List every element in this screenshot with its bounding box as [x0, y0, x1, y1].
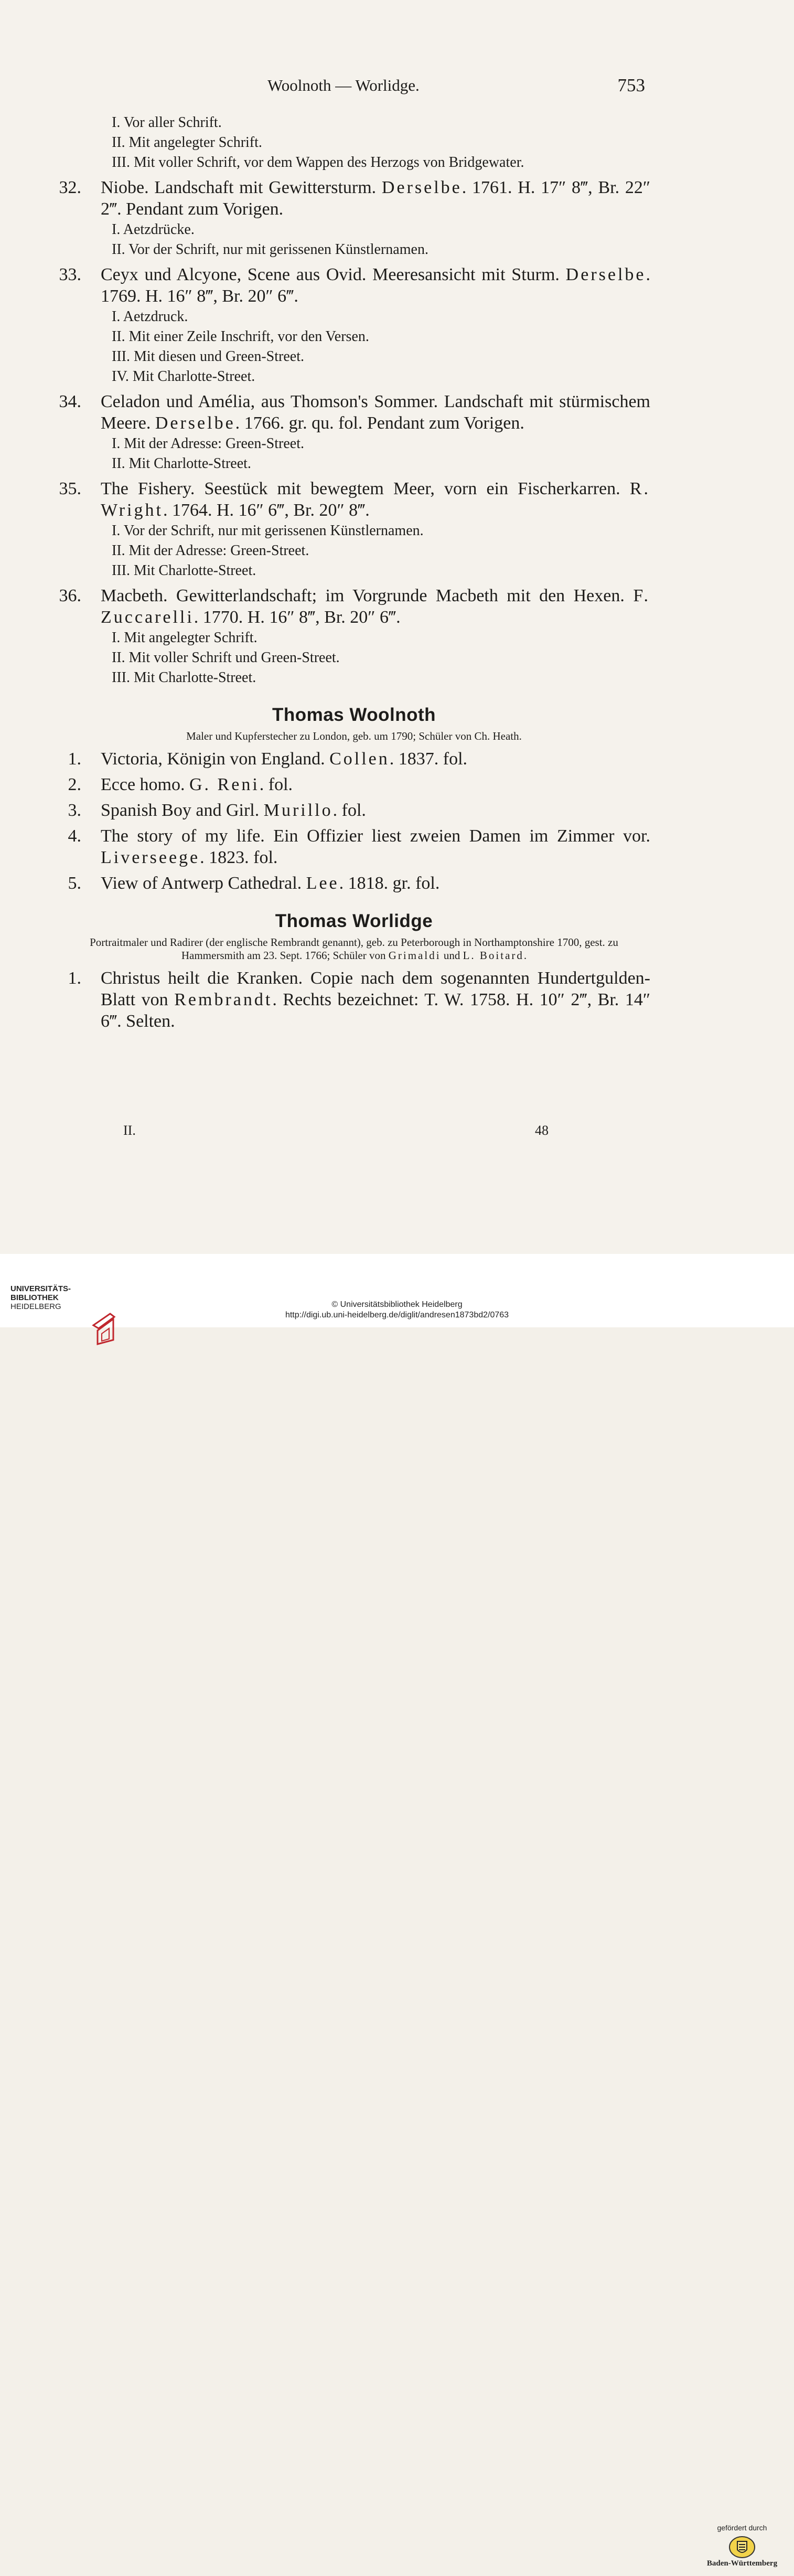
entry-title: Christus heilt die Kranken. Copie nach dem sogenannten Hundertgulden-Blatt von — [101, 968, 650, 1009]
state-line: I. Aetzdrücke. — [112, 221, 195, 238]
catalog-entry — [58, 774, 650, 795]
entry-details: . 1770. H. 16″ 8‴, Br. 20″ 6‴. — [194, 608, 401, 627]
signature-mark: II. — [123, 1123, 136, 1138]
entry-number: 1. — [68, 749, 81, 769]
sheet-number: 48 — [535, 1123, 549, 1138]
permalink[interactable]: http://digi.ub.uni-heidelberg.de/diglit/andresen1873bd2/0763 — [285, 1311, 509, 1319]
catalog-entry — [58, 478, 650, 581]
entry-title: Victoria, Königin von England. — [101, 749, 330, 769]
state-line: II. Mit Charlotte-Street. — [112, 455, 251, 472]
entry-number: 1. — [68, 968, 81, 988]
page-content — [58, 113, 650, 1032]
state-line: II. Mit einer Zeile Inschrift, vor den Versen. — [112, 328, 369, 345]
entry-details: . 1761. H. 17″ 8‴, Br. 22″ 2‴. Pendant zum Vorigen. — [101, 178, 650, 219]
page-number: 753 — [617, 75, 645, 95]
entry-details: . 1837. fol. — [389, 749, 468, 769]
coat-of-arms-icon — [728, 2535, 756, 2559]
entry-number: 2. — [68, 775, 81, 794]
entry-artist: Lee — [306, 874, 339, 893]
entry-artist: Collen — [329, 749, 390, 769]
entry-number: 5. — [68, 874, 81, 893]
copyright-notice: © Universitätsbibliothek Heidelberg — [331, 1300, 463, 1309]
entry-text — [101, 177, 650, 220]
entry-text — [101, 585, 650, 628]
entry-title: Ecce homo. — [101, 775, 189, 794]
entry-title: View of Antwerp Cathedral. — [101, 874, 306, 893]
logo-line: UNIVERSITÄTS- — [10, 1284, 71, 1293]
entry-artist: Derselbe — [155, 413, 235, 433]
entry-text — [101, 478, 650, 521]
entry-artist: Liverseege — [101, 848, 200, 867]
entry-artist: Derselbe — [381, 178, 462, 197]
catalog-entry — [58, 872, 650, 894]
entry-title: Ceyx und Alcyone, Scene aus Ovid. Meeresansicht mit Sturm. — [101, 265, 566, 284]
catalog-entry — [58, 800, 650, 821]
entry-text — [101, 774, 650, 795]
catalog-entry — [58, 391, 650, 474]
state-line: II. Mit voller Schrift und Green-Street. — [112, 650, 340, 666]
funder-name: Baden-Württemberg — [706, 2559, 778, 2568]
entry-title: Celadon und Amélia, aus Thomson's Sommer. Landschaft mit stürmischem Meere. — [101, 392, 650, 433]
entry-details: . 1818. gr. fol. — [339, 874, 440, 893]
state-line: I. Mit der Adresse: Green-Street. — [112, 435, 304, 452]
state-line: III. Mit Charlotte-Street. — [112, 669, 256, 686]
entry-text — [101, 967, 650, 1032]
entry-title: The Fishery. Seestück mit bewegtem Meer, vorn ein Fischerkarren. — [101, 479, 630, 498]
state-line: I. Vor der Schrift, nur mit gerissenen Künstlernamen. — [112, 523, 424, 539]
artist-heading: Thomas Woolnoth — [272, 705, 436, 725]
bio-text: . — [523, 949, 527, 962]
entry-title: Niobe. Landschaft mit Gewittersturm. — [101, 178, 382, 197]
entry-number: 32. — [59, 178, 81, 197]
entry-number: 3. — [68, 801, 81, 820]
entry-text — [101, 391, 650, 434]
running-head — [94, 76, 645, 102]
state-line: I. Aetzdruck. — [112, 308, 188, 325]
catalog-entry — [58, 967, 650, 1032]
entry-details: . fol. — [259, 775, 293, 794]
state-line: III. Mit diesen und Green-Street. — [112, 348, 304, 365]
artist-bio — [79, 936, 629, 962]
funder-badge[interactable] — [698, 2524, 787, 2576]
entry-number: 35. — [59, 479, 81, 498]
continuation-states — [58, 113, 650, 173]
logo-line: HEIDELBERG — [10, 1302, 61, 1311]
entry-text — [101, 748, 650, 770]
entry-text — [101, 825, 650, 868]
entry-title: Spanish Boy and Girl. — [101, 801, 264, 820]
artist-bio: Maler und Kupferstecher zu London, geb. um 1790; Schüler von Ch. Heath. — [186, 730, 522, 742]
entry-text — [101, 264, 650, 307]
state-line: II. Mit der Adresse: Green-Street. — [112, 542, 309, 559]
entry-details: . 1823. fol. — [200, 848, 278, 867]
signature-line — [118, 1123, 580, 1144]
catalog-entry — [58, 748, 650, 770]
bio-artist: L. Boitard — [463, 949, 524, 962]
entry-artist: F. Zuccarelli — [101, 586, 650, 627]
state-line: II. Mit angelegter Schrift. — [112, 134, 262, 151]
entry-details: . fol. — [332, 801, 366, 820]
bio-text: Portraitmaler und Radirer (der englische Rembrandt genannt), geb. zu Peterborough in Northamptonshire 1700, gest. zu Hammersmith am 23. Sept. 1766; Schüler von — [90, 936, 618, 962]
artist-heading: Thomas Worlidge — [275, 911, 433, 931]
entry-number: 36. — [59, 586, 81, 605]
state-line: III. Mit voller Schrift, vor dem Wappen des Herzogs von Bridgewater. — [112, 154, 524, 171]
state-line: I. Mit angelegter Schrift. — [112, 630, 257, 646]
catalog-entry — [58, 264, 650, 387]
entry-number: 33. — [59, 265, 81, 284]
entry-text — [101, 872, 650, 894]
entry-details: . 1764. H. 16″ 6‴, Br. 20″ 8‴. — [163, 501, 370, 520]
entry-title: The story of my life. Ein Offizier liest zweien Damen im Zimmer vor. — [101, 826, 650, 846]
bio-text: und — [441, 949, 463, 962]
catalog-entry — [58, 825, 650, 868]
entry-artist: R. Wright — [101, 479, 650, 520]
logo-line: BIBLIOTHEK — [10, 1293, 59, 1302]
state-line: I. Vor aller Schrift. — [112, 114, 222, 131]
entry-artist: Rembrandt — [174, 990, 273, 1009]
state-line: III. Mit Charlotte-Street. — [112, 562, 256, 579]
state-line: II. Vor der Schrift, nur mit gerissenen Künstlernamen. — [112, 241, 428, 258]
entry-number: 4. — [68, 826, 81, 846]
catalog-entry — [58, 177, 650, 260]
bio-artist: Grimaldi — [388, 949, 441, 962]
book-page — [0, 0, 794, 1254]
entry-artist: Murillo — [263, 801, 333, 820]
entry-artist: Derselbe — [565, 265, 646, 284]
catalog-entry — [58, 585, 650, 688]
entry-details: . Rechts bezeichnet: T. W. 1758. H. 10″ 2‴, Br. 14″ 6‴. Selten. — [101, 990, 650, 1031]
state-line: IV. Mit Charlotte-Street. — [112, 368, 255, 385]
entry-number: 34. — [59, 392, 81, 411]
entry-artist: G. Reni — [189, 775, 260, 794]
entry-text — [101, 800, 650, 821]
funded-by-label: gefördert durch — [717, 2524, 767, 2532]
running-title: Woolnoth — Worlidge. — [267, 76, 420, 94]
entry-title: Macbeth. Gewitterlandschaft; im Vorgrunde Macbeth mit den Hexen. — [101, 586, 634, 605]
entry-details: . 1766. gr. qu. fol. Pendant zum Vorigen. — [235, 413, 524, 433]
entry-details: . 1769. H. 16″ 8‴, Br. 20″ 6‴. — [101, 265, 650, 306]
